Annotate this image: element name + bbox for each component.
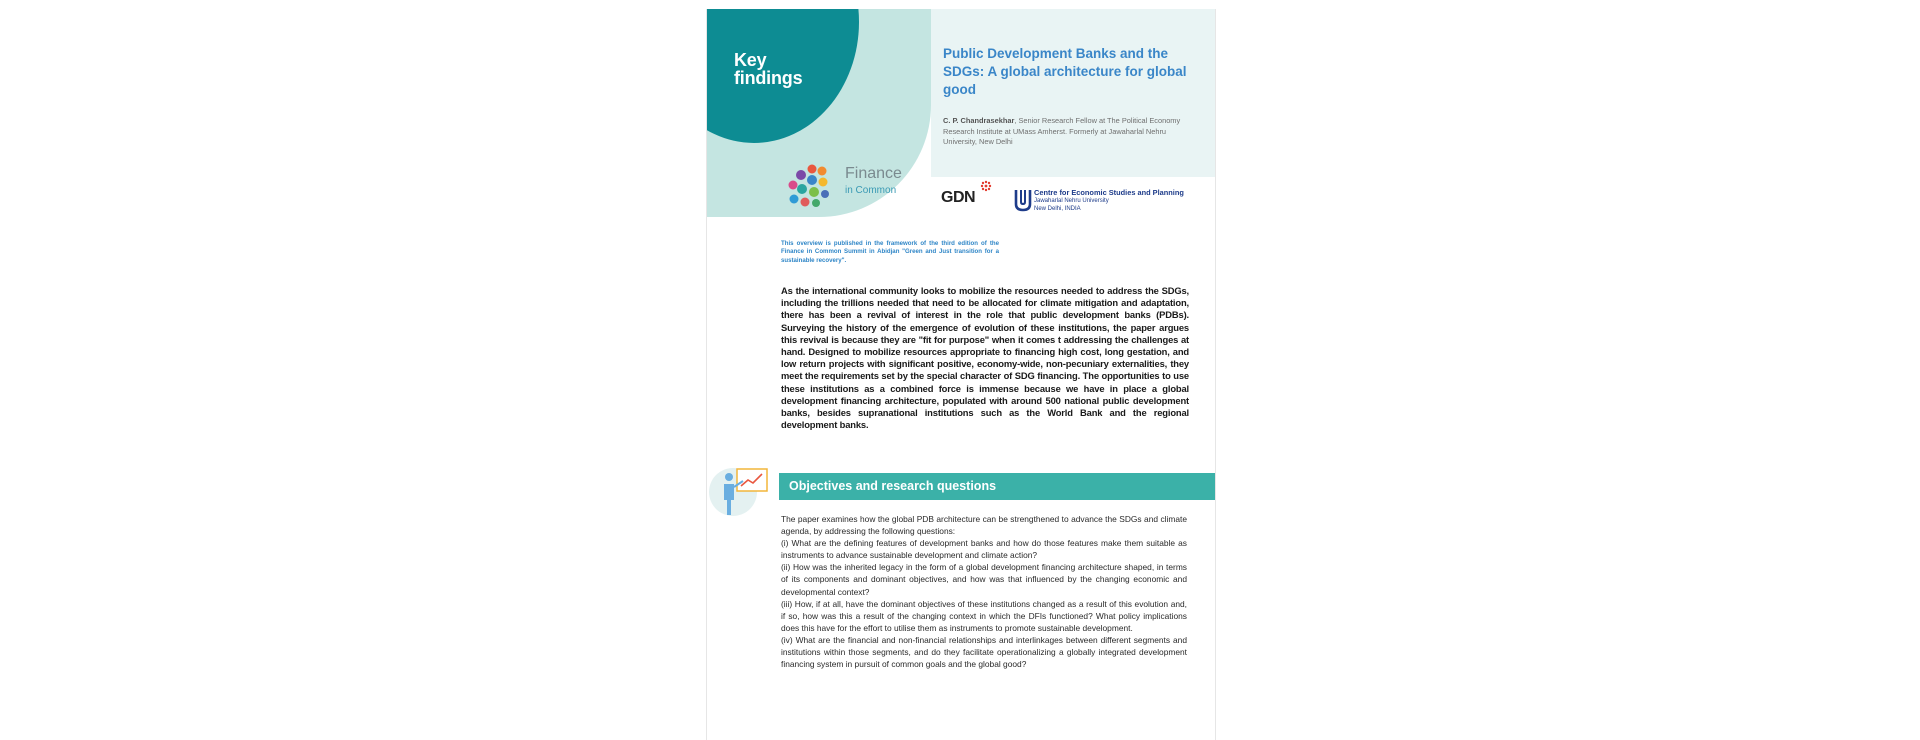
section-header-bar	[779, 473, 1215, 500]
author-affiliation: , Senior Research Fellow at The Political Economy Research Institute at UMass Amherst. Formerly at Jawaharlal Nehru University, New Delhi	[943, 116, 1181, 146]
section-body	[781, 513, 1187, 670]
cesp-location: New Delhi, INDIA	[1034, 206, 1081, 212]
jnu-emblem-icon	[1013, 187, 1033, 213]
finance-in-common-tagline: in Common	[845, 185, 897, 196]
question-2: (ii) How was the inherited legacy in the form of a global development financing architecture shaped, in terms of its components and dominant objectives, and how was that influenced by the changing economic and developmental context?	[781, 562, 1187, 597]
report-title: Public Development Banks and the SDGs: A global architecture for global good	[943, 46, 1187, 97]
finance-in-common-logo-icon	[787, 163, 831, 209]
publication-note: This overview is published in the framework of the third edition of the Finance in Common Summit in Abidjan "Green and Just transition for a sustainable recovery".	[781, 240, 999, 264]
author-name: C. P. Chandrasekhar	[943, 116, 1015, 125]
key-findings-label: Key findings	[734, 50, 803, 88]
presentation-chart-icon	[707, 465, 775, 521]
intro-paragraph: As the international community looks to mobilize the resources needed to address the SDGs, including the trillions needed that need to be allocated for climate mitigation and adaptation, there has been a revival of interest in the role that public development banks (PDBs). Surveying the history of the emergence of evolution of these institutions, the paper argues this revival is because they are "fit for purpose" when it comes t addressing the challenges at hand. Designed to mobilize resources appropriate to financing high cost, long gestation, and low return projects with significant positive, economy-wide, non-pecuniary externalities, they meet the requirements set by the special character of SDG financing. The opportunities to use these institutions as a combined force is immense because we have in place a global development financing architecture, populated with around 500 national public development banks, besides supranational institutions such as the World Bank and the regional development banks.	[781, 285, 1189, 431]
question-3: (iii) How, if at all, have the dominant objectives of these institutions changed as a result of this evolution and, if so, how was this a result of the changing context in which the DFIs functioned? What policy implications does this have for the effort to utilise them as instruments to promote sustainable development.	[781, 598, 1187, 633]
question-4: (iv) What are the financial and non-financial relationships and interlinkages between different segments and institutions within those segments, and do they facilitate operationalizing a globally integrated development financing system in pursuit of common goals and the global good?	[781, 634, 1187, 670]
author-line	[943, 116, 1189, 148]
cesp-name: Centre for Economic Studies and Planning	[1034, 188, 1184, 197]
finance-in-common-name: Finance	[845, 165, 902, 182]
question-1: (i) What are the defining features of development banks and how do those features make them suitable as instruments to advance sustainable development and climate action?	[781, 538, 1187, 561]
document-page	[706, 9, 1216, 740]
cesp-university: Jawaharlal Nehru University	[1034, 198, 1109, 204]
gdn-logo: GDN	[941, 189, 976, 206]
section-title: Objectives and research questions	[789, 479, 997, 493]
section-lead: The paper examines how the global PDB architecture can be strengthened to advance the SDGs and climate agenda, by addressing the following questions:	[781, 514, 1187, 537]
